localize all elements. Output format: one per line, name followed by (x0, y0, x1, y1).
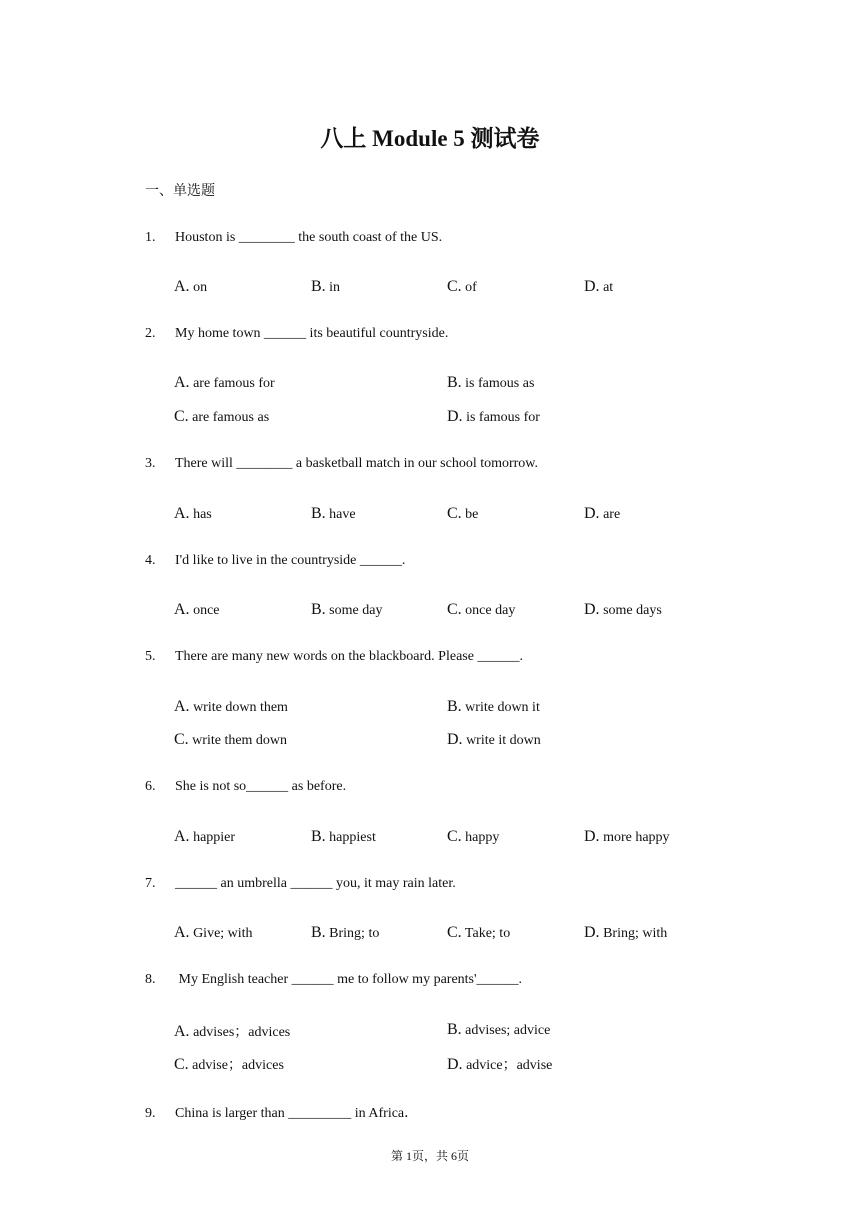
option-b[interactable]: B. in (311, 278, 341, 295)
question-5 (145, 649, 523, 665)
option-b[interactable]: B. Bring; to (311, 924, 380, 941)
question-number: 9. (145, 1106, 156, 1121)
option-b[interactable]: B. happiest (311, 828, 376, 845)
question-text: There will ________ a basketball match in our school tomorrow. (175, 456, 539, 471)
question-text: ______ an umbrella ______ you, it may rain later. (175, 876, 456, 891)
question-number: 1. (145, 230, 156, 245)
question-number: 6. (145, 779, 156, 794)
option-d[interactable]: D. is famous for (447, 408, 540, 425)
option-a[interactable]: A. advises；advices (174, 1023, 291, 1040)
option-c[interactable]: C. happy (447, 828, 500, 845)
question-9 (145, 1102, 418, 1122)
question-8 (145, 972, 522, 988)
option-d[interactable]: D. Bring; with (584, 924, 668, 941)
question-2 (145, 326, 448, 342)
option-b[interactable]: B. write down it (447, 698, 540, 715)
question-number: 7. (145, 876, 156, 891)
question-number: 2. (145, 326, 156, 341)
page-footer: 第 1页，共 6页 (390, 1149, 469, 1163)
option-a[interactable]: A. Give; with (174, 924, 253, 941)
question-text: There are many new words on the blackboard. Please ______. (175, 649, 523, 664)
question-text: China is larger than _________ in Africa． (175, 1106, 419, 1121)
option-a[interactable]: A. has (174, 505, 212, 522)
option-d[interactable]: D. some days (584, 601, 662, 618)
option-c[interactable]: C. be (447, 505, 479, 522)
option-c[interactable]: C. are famous as (174, 408, 270, 425)
option-a[interactable]: A. once (174, 601, 220, 618)
option-b[interactable]: B. advises; advice (447, 1021, 551, 1038)
question-6 (145, 779, 346, 795)
option-b[interactable]: B. have (311, 505, 356, 522)
question-text: I'd like to live in the countryside ______. (175, 553, 406, 568)
option-d[interactable]: D. are (584, 505, 621, 522)
question-number: 3. (145, 456, 156, 471)
question-number: 4. (145, 553, 156, 568)
option-c[interactable]: C. write them down (174, 731, 288, 748)
question-1 (145, 230, 442, 246)
option-d[interactable]: D. at (584, 278, 614, 295)
question-text: Houston is ________ the south coast of the US. (175, 230, 443, 245)
question-7 (145, 876, 456, 892)
page-title: 八上 Module 5 测试卷 (320, 126, 540, 151)
question-text: My home town ______ its beautiful countryside. (175, 326, 449, 341)
option-d[interactable]: D. advice；advise (447, 1056, 553, 1073)
question-3 (145, 456, 538, 472)
option-b[interactable]: B. is famous as (447, 374, 535, 391)
section-heading: 一、单选题 (145, 183, 215, 199)
question-4 (145, 553, 405, 569)
option-c[interactable]: C. advise；advices (174, 1056, 284, 1073)
option-c[interactable]: C. once day (447, 601, 516, 618)
question-number: 8. (145, 972, 156, 987)
option-d[interactable]: D. more happy (584, 828, 670, 845)
option-c[interactable]: C. of (447, 278, 477, 295)
option-a[interactable]: A. happier (174, 828, 236, 845)
question-text: She is not so______ as before. (175, 779, 347, 794)
option-c[interactable]: C. Take; to (447, 924, 511, 941)
option-d[interactable]: D. write it down (447, 731, 541, 748)
option-a[interactable]: A. are famous for (174, 374, 275, 391)
option-a[interactable]: A. write down them (174, 698, 288, 715)
question-number: 5. (145, 649, 156, 664)
option-a[interactable]: A. on (174, 278, 208, 295)
option-b[interactable]: B. some day (311, 601, 383, 618)
question-text: My English teacher ______ me to follow my parents'______. (175, 972, 523, 987)
